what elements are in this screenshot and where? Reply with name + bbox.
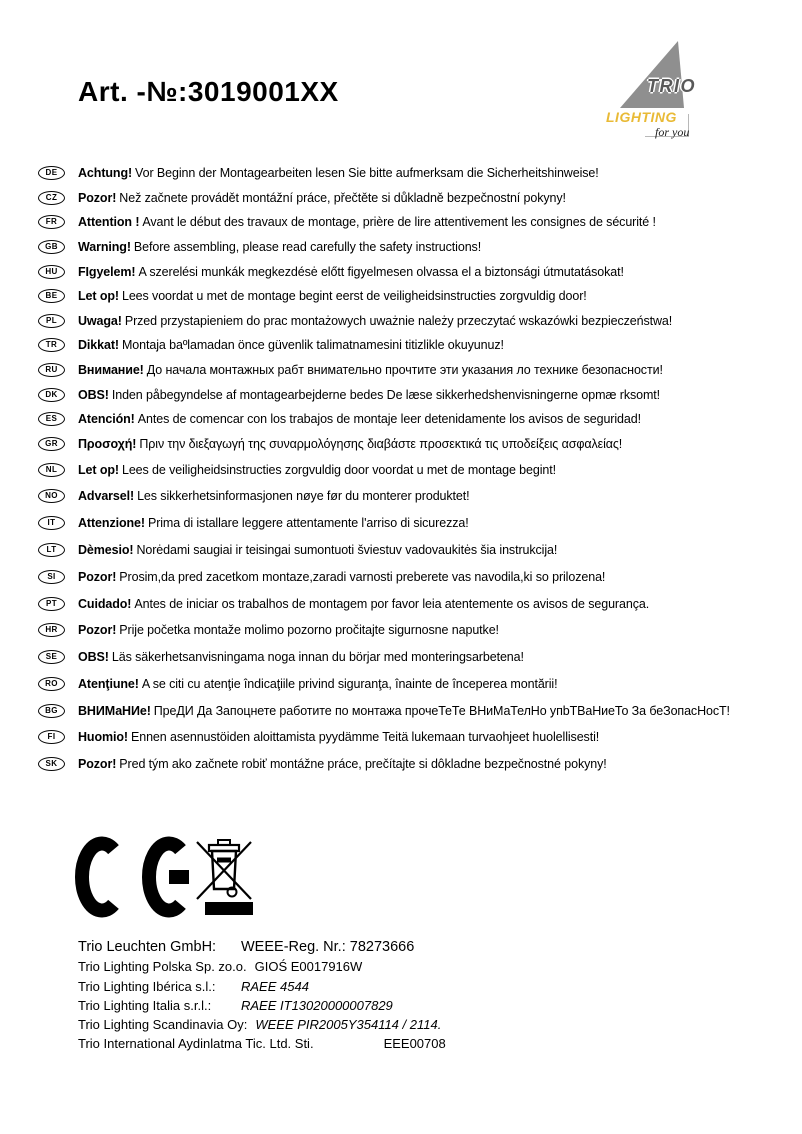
company-reg: WEEE PIR2005Y354114 / 2114. (255, 1017, 442, 1033)
warning-body: Przed przystapieniem do prac montażowych uważnie należy przeczytać wskazówki bezpieczeństwa! (124, 313, 673, 328)
warning-body: Läs säkerhetsanvisningama noga innan du börjar med monteringsarbetena! (111, 650, 524, 665)
warning-lead: Внимание! (78, 363, 144, 378)
warning-lead: Achtung! (78, 166, 133, 181)
warning-lead: Pozor! (78, 757, 117, 772)
language-badge: RO (38, 677, 65, 691)
warning-row-fr (38, 210, 783, 235)
warning-text (78, 623, 499, 637)
warning-text (78, 314, 672, 328)
warning-body: Prije početka montaže molimo pozorno pročitajte sigurnosne naputke! (119, 623, 499, 638)
warning-row-pt (38, 590, 783, 617)
company-row (78, 957, 738, 976)
language-badge: NL (38, 463, 65, 477)
warning-row-nl (38, 456, 783, 483)
warning-lead: Pozor! (78, 569, 117, 584)
warning-text (78, 570, 605, 584)
warning-body: Lees voordat u met de montage begint eerst de veiligheidsinstructies zorgvuldig door! (121, 289, 587, 304)
language-badge: IT (38, 516, 65, 530)
warning-text (78, 597, 649, 611)
language-badge: SI (38, 570, 65, 584)
warning-body: Lees de veiligheidsinstructies zorgvuldig door voordat u met de montage begint! (121, 462, 557, 477)
warning-body: Inden påbegyndelse af montagearbejderne bedes De læse sikkerhedshenvisningerne opmæ rksomt! (111, 387, 661, 402)
warning-row-es (38, 407, 783, 432)
warning-lead: Atenţiune! (78, 676, 139, 691)
warning-lead: Attenzione! (78, 516, 145, 531)
company-info (78, 938, 738, 1054)
warning-lead: Pozor! (78, 190, 117, 205)
warning-lead: Dikkat! (78, 338, 119, 353)
company-name: Trio Lighting Italia s.r.l.: (78, 997, 212, 1013)
company-row (78, 977, 738, 996)
warning-body: A szerelési munkák megkezdésė előtt figyelmesen olvassa el a biztonsági útmutatásokat! (138, 264, 624, 279)
warning-lead: Warning! (78, 240, 131, 255)
warning-row-gr (38, 432, 783, 457)
ce-mark-icon (74, 836, 192, 918)
warning-row-pl (38, 309, 783, 334)
warning-text (78, 437, 622, 451)
warning-text (78, 489, 470, 503)
warning-text (78, 338, 504, 352)
warning-text (78, 191, 566, 205)
warning-text (78, 730, 599, 744)
brand-tagline: for you (655, 125, 690, 139)
warning-body: ПреДИ Да Запоцнете работите по монтажа прочеТеТе ВНиМаТелНо упbТВаНиеТо За беЗопасНосТ! (153, 703, 730, 718)
warning-body: Les sikkerhetsinformasjonen nøye før du monterer produktet! (137, 489, 470, 504)
company-reg: EEE00708 (383, 1036, 446, 1052)
company-name: Trio Lighting Ibérica s.l.: (78, 978, 216, 994)
triangle-logo-icon (616, 40, 686, 110)
warning-list (38, 161, 783, 778)
warning-body: Pred tým ako začnete robiť montážne práce, prečítajte si dôkladne bezpečnostné pokyny! (119, 757, 607, 772)
company-row (78, 996, 738, 1015)
warning-row-no (38, 483, 783, 510)
warning-row-cz (38, 186, 783, 211)
warning-lead: ВНИМаНИе! (78, 703, 151, 718)
warning-lead: Advarsel! (78, 489, 135, 504)
language-badge: HR (38, 623, 65, 637)
language-badge: PT (38, 597, 65, 611)
warning-text (78, 265, 624, 279)
warning-body: До начала монтажных рабт внимательно прочтите эти указания ло технике безопасности! (146, 363, 663, 378)
company-row (78, 938, 738, 957)
warning-lead: OBS! (78, 650, 109, 665)
company-name: Trio International Aydinlatma Tic. Ltd. Sti. (78, 1036, 314, 1052)
warning-lead: Uwaga! (78, 313, 122, 328)
warning-text (78, 704, 730, 718)
warning-body: Ennen asennustöiden aloittamista pyydämme Teitä lukemaan turvaohjeet huolellisesti! (130, 730, 600, 745)
company-reg: RAEE 4544 (241, 978, 309, 994)
language-badge: FR (38, 215, 65, 229)
warning-lead: Let op! (78, 289, 119, 304)
warning-row-it (38, 510, 783, 537)
warning-text (78, 289, 587, 303)
warning-text (78, 363, 663, 377)
warning-text (78, 543, 557, 557)
warning-row-be (38, 284, 783, 309)
warning-text (78, 757, 607, 771)
warning-text (78, 677, 557, 691)
warning-lead: FIgyelem! (78, 264, 136, 279)
warning-lead: Προσοχή! (78, 436, 137, 451)
warning-row-fi (38, 724, 783, 751)
language-badge: SK (38, 757, 65, 771)
company-name: Trio Lighting Scandinavia Oy: (78, 1017, 248, 1033)
warning-text (78, 463, 556, 477)
company-reg: WEEE-Reg. Nr.: 78273666 (241, 939, 415, 955)
warning-lead: Pozor! (78, 623, 117, 638)
warning-row-gb (38, 235, 783, 260)
warning-lead: Atención! (78, 412, 135, 427)
language-badge: DE (38, 166, 65, 180)
warning-row-bg (38, 697, 783, 724)
company-row (78, 1015, 738, 1034)
warning-body: Antes de iniciar os trabalhos de montagem por favor leia atentemente os avisos de segurança. (134, 596, 650, 611)
language-badge: DK (38, 388, 65, 402)
warning-body: Avant le début des travaux de montage, prière de lire attentivement les consignes de sécurité ! (142, 215, 656, 230)
warning-body: A se citi cu atenţie îndicaţiile privind siguranţa, înainte de începerea montării! (141, 676, 558, 691)
warning-lead: Cuidado! (78, 596, 132, 611)
language-badge: LT (38, 543, 65, 557)
weee-underline-bar (205, 902, 253, 915)
warning-body: Antes de comencar con los trabajos de montaje leer detenidamente los avisos de seguridad! (137, 412, 641, 427)
warning-body: Prima di istallare leggere attentamente l'arriso di sicurezza! (147, 516, 469, 531)
warning-body: Prosim,da pred zacetkom montaze,zaradi varnosti preberete vas navodila,ki so prilozena! (119, 569, 606, 584)
language-badge: BG (38, 704, 65, 718)
warning-row-sk (38, 751, 783, 778)
language-badge: HU (38, 265, 65, 279)
warning-row-lt (38, 537, 783, 564)
warning-row-dk (38, 382, 783, 407)
warning-lead: OBS! (78, 387, 109, 402)
warning-text (78, 516, 469, 530)
warning-body: Norėdami saugiai ir teisingai sumontuoti šviestuv vadovaukitės šia instrukcija! (136, 542, 558, 557)
weee-bin-icon (196, 838, 252, 900)
warning-row-tr (38, 333, 783, 358)
warning-row-de (38, 161, 783, 186)
brand-name: TRIO (647, 76, 696, 96)
brand-logo (605, 38, 800, 150)
warning-row-se (38, 644, 783, 671)
company-row (78, 1034, 738, 1053)
warning-text (78, 166, 599, 180)
warning-body: Montaja baºlamadan önce güvenlik talimatnamesini titizlikle okuyunuz! (121, 338, 504, 353)
language-badge: GR (38, 437, 65, 451)
language-badge: NO (38, 489, 65, 503)
language-badge: BE (38, 289, 65, 303)
language-badge: CZ (38, 191, 65, 205)
warning-lead: Dèmesio! (78, 542, 134, 557)
language-badge: PL (38, 314, 65, 328)
language-badge: GB (38, 240, 65, 254)
company-reg: RAEE IT13020000007829 (241, 997, 393, 1013)
warning-row-si (38, 563, 783, 590)
company-name: Trio Lighting Polska Sp. zo.o. (78, 959, 247, 975)
warning-lead: Huomio! (78, 730, 128, 745)
language-badge: RU (38, 363, 65, 377)
warning-text (78, 240, 481, 254)
warning-text (78, 412, 641, 426)
warning-lead: Let op! (78, 462, 119, 477)
warning-body: Πριν την διεξαγωγή της συναρμολόγησης διαβάστε προσεκτικά τις υποδείξεις ασφαλείας! (139, 436, 623, 451)
warning-body: Než začnete provádět montážní práce, přečtěte si důkladně bezpečnostní pokyny! (119, 190, 566, 205)
warning-lead: Attention ! (78, 215, 140, 230)
warning-row-hu (38, 259, 783, 284)
company-name: Trio Leuchten GmbH: (78, 939, 217, 955)
warning-text (78, 388, 660, 402)
language-badge: SE (38, 650, 65, 664)
warning-body: Vor Beginn der Montagearbeiten lesen Sie bitte aufmerksam die Sicherheitshinweise! (135, 166, 599, 181)
warning-body: Before assembling, please read carefully the safety instructions! (133, 240, 482, 255)
warning-row-hr (38, 617, 783, 644)
page-title: Art. -№:3019001XX (78, 76, 339, 107)
language-badge: TR (38, 338, 65, 352)
brand-sub: LIGHTING (606, 109, 677, 125)
language-badge: FI (38, 730, 65, 744)
warning-text (78, 650, 524, 664)
warning-row-ro (38, 671, 783, 698)
language-badge: ES (38, 412, 65, 426)
warning-text (78, 215, 656, 229)
company-reg: GIOŚ E0017916W (254, 959, 363, 975)
warning-row-ru (38, 358, 783, 383)
